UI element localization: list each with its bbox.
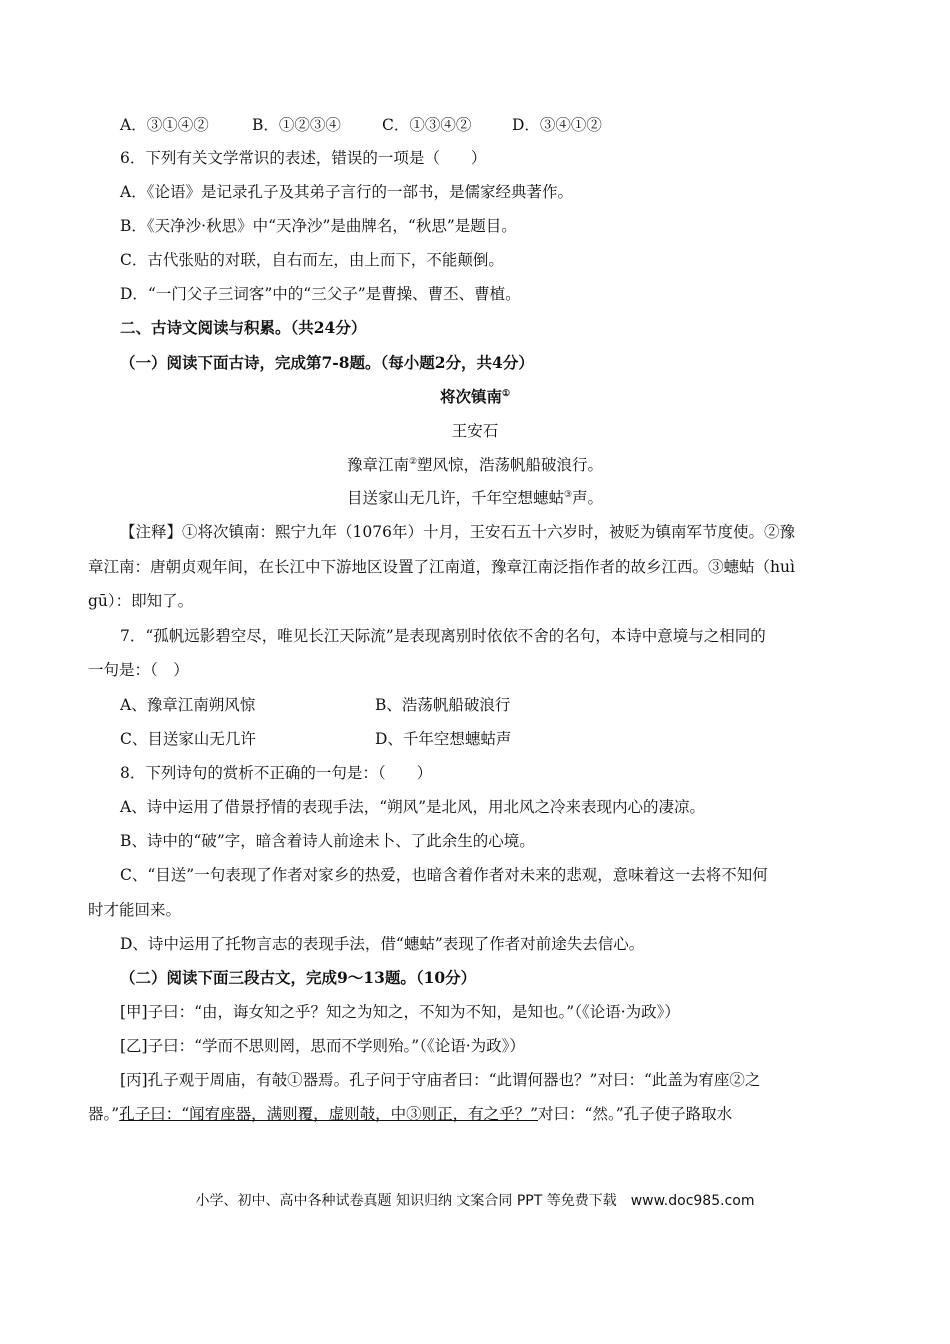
classical-jia: [甲]子曰：“由，诲女知之乎？知之为知之，不知为不知，是知也。”（《论语·为政》） xyxy=(120,1003,680,1021)
q8-option-c-2: 时才能回来。 xyxy=(88,901,182,919)
poem-title: 将次镇南① xyxy=(439,387,511,406)
q8-option-a: A、诗中运用了借景抒情的表现手法，“朔风”是北风，用北风之冷来表现内心的凄凉。 xyxy=(120,798,706,816)
poem-line-1: 豫章江南②塑风惊，浩荡帆船破浪行。 xyxy=(346,456,604,474)
notes-line-3: gū）：即知了。 xyxy=(88,592,194,610)
q5-option-a: A．③①④② xyxy=(120,116,209,134)
q7-stem-1: 7．“孤帆远影碧空尽，唯见长江天际流”是表现离别时依依不舍的名句，本诗中意境与之相同的 xyxy=(120,627,766,645)
q5-option-d: D．③④①② xyxy=(512,116,602,134)
q6-stem: 6．下列有关文学常识的表述，错误的一项是（ ） xyxy=(120,149,487,167)
q8-stem: 8．下列诗句的赏析不正确的一句是：（ ） xyxy=(120,764,433,782)
part1-title: （一）阅读下面古诗，完成第7-8题。（每小题2分，共4分） xyxy=(120,353,534,372)
q7-option-a: A、豫章江南朔风惊 xyxy=(120,696,256,714)
q7-stem-2: 一句是：（ ） xyxy=(88,661,189,679)
classical-yi: [乙]子曰：“学而不思则罔，思而不学则殆。”（《论语·为政》） xyxy=(120,1037,525,1055)
q6-option-a: A．《论语》是记录孔子及其弟子言行的一部书，是儒家经典著作。 xyxy=(120,183,573,201)
notes-line-1: 【注释】①将次镇南：熙宁九年（1076年）十月，王安石五十六岁时，被贬为镇南军节度使。②豫 xyxy=(120,523,795,541)
page-footer: 小学、初中、高中各种试卷真题 知识归纳 文案合同 PPT 等免费下载 www.doc985.com xyxy=(195,1193,755,1209)
q5-options xyxy=(120,114,602,136)
q8-option-d: D、诗中运用了托物言志的表现手法，借“蟪蛄”表现了作者对前途失去信心。 xyxy=(120,935,645,953)
poem-title-note: ① xyxy=(501,389,511,399)
q5-option-b: B．①②③④ xyxy=(252,116,341,134)
classical-bing-1: [丙]孔子观于周庙，有攲①器焉。孔子问于守庙者曰：“此谓何器也？”对曰：“此盖为宥座②之 xyxy=(120,1071,761,1089)
q6-option-d: D．“一门父子三词客”中的“三父子”是曹操、曹丕、曹植。 xyxy=(120,285,521,303)
q6-option-b: B．《天净沙·秋思》中“天净沙”是曲牌名，“秋思”是题目。 xyxy=(120,217,517,235)
q7-option-d: D、千年空想蟪蛄声 xyxy=(375,730,512,748)
classical-bing-2: 器。”孔子曰：“闻宥座器，满则覆，虚则攲，中③则正，有之乎？”对曰：“然。”孔子使子路取水 xyxy=(88,1105,733,1123)
underlined-sentence: 孔子曰：“闻宥座器，满则覆，虚则攲，中③则正，有之乎？” xyxy=(119,1105,539,1123)
q7-option-b: B、浩荡帆船破浪行 xyxy=(375,696,511,714)
poem-line-2: 目送家山无几许，千年空想蟪蛄③声。 xyxy=(346,489,604,507)
q6-option-c: C．古代张贴的对联，自右而左，由上而下，不能颠倒。 xyxy=(120,251,504,269)
q5-option-c: C．①③④② xyxy=(382,116,472,134)
poem-author: 王安石 xyxy=(451,422,499,440)
notes-line-2: 章江南：唐朝贞观年间，在长江中下游地区设置了江南道，豫章江南泛指作者的故乡江西。③蟪蛄（huì xyxy=(88,558,795,576)
part2-title: （二）阅读下面三段古文，完成9～13题。（10分） xyxy=(120,968,477,987)
section2-title: 二、古诗文阅读与积累。（共24分） xyxy=(120,318,367,337)
q7-option-c: C、目送家山无几许 xyxy=(120,730,256,748)
q8-option-c-1: C、“目送”一句表现了作者对家乡的热爱，也暗含着作者对未来的悲观，意味着这一去将不知何 xyxy=(120,866,768,884)
q8-option-b: B、诗中的“破”字，暗含着诗人前途未卜、了此余生的心境。 xyxy=(120,832,535,850)
